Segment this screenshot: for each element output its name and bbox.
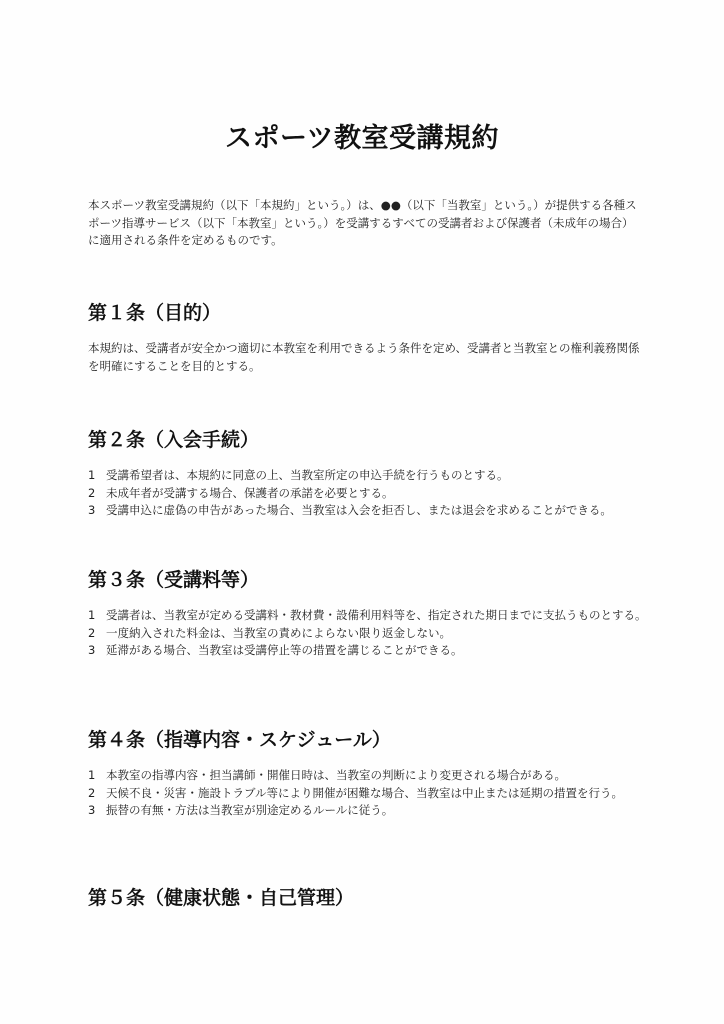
item-number: 1 bbox=[88, 468, 96, 482]
article-4 bbox=[88, 727, 648, 820]
item-number: 3 bbox=[88, 643, 96, 657]
article-items bbox=[88, 607, 648, 660]
list-item bbox=[88, 467, 648, 485]
item-text: 受講申込に虚偽の申告があった場合、当教室は入会を拒否し、または退会を求めることができる。 bbox=[106, 503, 612, 517]
article-heading: 第２条（入会手続） bbox=[88, 429, 260, 451]
list-item bbox=[88, 642, 648, 660]
article-heading: 第１条（目的） bbox=[88, 302, 222, 324]
item-number: 3 bbox=[88, 803, 96, 817]
article-body: 本規約は、受講者が安全かつ適切に本教室を利用できるよう条件を定め、受講者と当教室との権利義務関係を明確にすることを目的とする。 bbox=[88, 341, 640, 373]
article-heading: 第３条（受講料等） bbox=[88, 569, 260, 591]
article-3 bbox=[88, 567, 648, 660]
list-item bbox=[88, 485, 648, 503]
article-heading: 第５条（健康状態・自己管理） bbox=[88, 887, 355, 909]
item-text: 受講者は、当教室が定める受講料・教材費・設備利用料等を、指定された期日までに支払うものとする。 bbox=[106, 608, 647, 622]
item-text: 天候不良・災害・施設トラブル等により開催が困難な場合、当教室は中止または延期の措置を行う。 bbox=[106, 785, 624, 800]
list-item bbox=[88, 785, 648, 803]
item-text: 一度納入された料金は、当教室の責めによらない限り返金しない。 bbox=[106, 625, 451, 640]
list-item bbox=[88, 607, 648, 625]
item-text: 延滞がある場合、当教室は受講停止等の措置を講じることができる。 bbox=[106, 643, 463, 657]
item-number: 1 bbox=[88, 768, 96, 782]
article-5 bbox=[88, 885, 648, 911]
item-text: 受講希望者は、本規約に同意の上、当教室所定の申込手続を行うものとする。 bbox=[106, 468, 509, 482]
article-2 bbox=[88, 427, 648, 520]
list-item bbox=[88, 802, 648, 820]
list-item bbox=[88, 767, 648, 785]
intro-paragraph: 本スポーツ教室受講規約（以下「本規約」という。）は、●●（以下「当教室」という。）が提供する各種スポーツ指導サービス（以下「本教室」という。）を受講するすべての受講者および保護者（未成年の場合）に適用される条件を定めるものです。 bbox=[88, 198, 637, 247]
list-item bbox=[88, 625, 648, 643]
item-number: 1 bbox=[88, 608, 96, 622]
document-title: スポーツ教室受講規約 bbox=[225, 123, 499, 154]
item-text: 振替の有無・方法は当教室が別途定めるルールに従う。 bbox=[106, 803, 394, 817]
article-heading: 第４条（指導内容・スケジュール） bbox=[88, 729, 391, 751]
item-number: 2 bbox=[88, 485, 96, 500]
item-number: 2 bbox=[88, 625, 96, 640]
item-number: 2 bbox=[88, 785, 96, 800]
item-text: 未成年者が受講する場合、保護者の承諾を必要とする。 bbox=[106, 485, 394, 500]
item-text: 本教室の指導内容・担当講師・開催日時は、当教室の判断により変更される場合がある。 bbox=[106, 768, 566, 782]
article-items bbox=[88, 767, 648, 820]
article-items bbox=[88, 467, 648, 520]
article-1 bbox=[88, 300, 648, 375]
item-number: 3 bbox=[88, 503, 96, 517]
list-item bbox=[88, 502, 648, 520]
